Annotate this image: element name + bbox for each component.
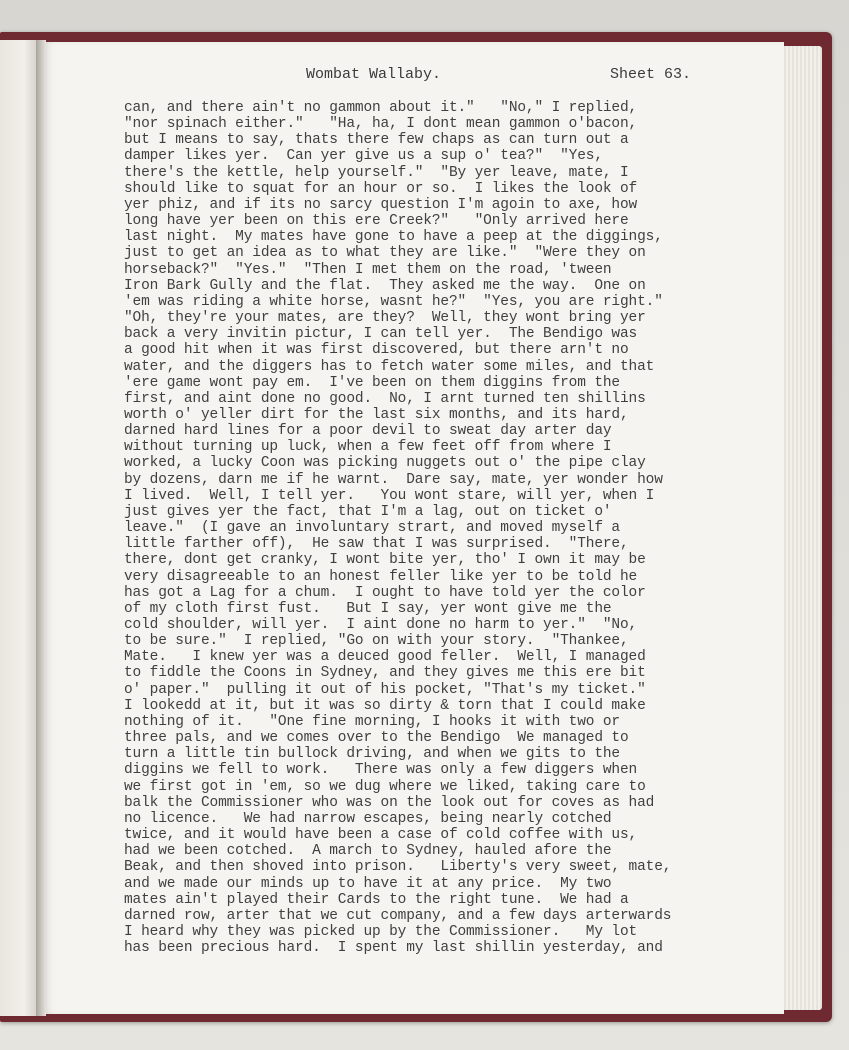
left-page-edge <box>0 40 40 1016</box>
text-line: no licence. We had narrow escapes, being nearly cotched <box>124 810 612 827</box>
header-title: Wombat Wallaby. <box>306 66 442 83</box>
text-line: I lived. Well, I tell yer. You wont stare, will yer, when I <box>124 487 655 504</box>
text-line: damper likes yer. Can yer give us a sup o' tea?" "Yes, <box>124 148 603 165</box>
page-header <box>44 66 784 86</box>
text-line: long have yer been on this ere Creek?" "Only arrived here <box>124 213 629 230</box>
text-line: should like to squat for an hour or so. I likes the look of <box>124 180 638 197</box>
text-line: Mate. I knew yer was a deuced good feller. Well, I managed <box>124 649 646 666</box>
text-line: can, and there ain't no gammon about it." "No," I replied, <box>124 100 638 116</box>
text-line: nothing of it. "One fine morning, I hooks it with two or <box>124 713 620 730</box>
text-line: "Oh, they're your mates, are they? Well, they wont bring yer <box>124 310 646 327</box>
text-line: o' paper." pulling it out of his pocket, "That's my ticket." <box>124 681 646 698</box>
text-line: last night. My mates have gone to have a peep at the diggings, <box>124 229 663 246</box>
text-line: diggins we fell to work. There was only a few diggers when <box>124 762 638 779</box>
text-line: cold shoulder, will yer. I aint done no harm to yer." "No, <box>124 617 638 633</box>
text-line: but I means to say, thats there few chaps as can turn out a <box>124 132 629 149</box>
text-line: very disagreeable to an honest feller like yer to be told he <box>124 568 638 585</box>
text-line: little farther off), He saw that I was surprised. "There, <box>124 536 629 553</box>
text-line: has got a Lag for a chum. I ought to have told yer the color <box>124 584 646 601</box>
text-line: by dozens, darn me if he warnt. Dare say, mate, yer wonder how <box>124 471 663 488</box>
text-line: and we made our minds up to have it at any price. My two <box>124 875 612 892</box>
text-line: darned hard lines for a poor devil to sweat day arter day <box>124 423 612 440</box>
text-line: a good hit when it was first discovered, but there arn't no <box>124 342 629 359</box>
text-line: I heard why they was picked up by the Commissioner. My lot <box>124 923 638 940</box>
text-line: there's the kettle, help yourself." "By yer leave, mate, I <box>124 164 629 181</box>
text-line: we first got in 'em, so we dug where we liked, taking care to <box>124 778 646 795</box>
text-line: Beak, and then shoved into prison. Liberty's very sweet, mate, <box>124 859 672 876</box>
text-line: three pals, and we comes over to the Bendigo We managed to <box>124 730 629 747</box>
text-line: back a very invitin pictur, I can tell yer. The Bendigo was <box>124 326 638 343</box>
text-line: of my cloth first fust. But I say, yer wont give me the <box>124 600 612 617</box>
text-line: to fiddle the Coons in Sydney, and they gives me this ere bit <box>124 665 646 682</box>
text-line: twice, and it would have been a case of cold coffee with us, <box>124 827 638 844</box>
text-line: worked, a lucky Coon was picking nuggets out o' the pipe clay <box>124 455 646 472</box>
text-line: to be sure." I replied, "Go on with your story. "Thankee, <box>124 633 629 650</box>
book-gutter <box>36 40 46 1016</box>
text-line: first, and aint done no good. No, I arnt turned ten shillins <box>124 390 646 407</box>
text-line: just to get an idea as to what they are like." "Were they on <box>124 245 646 262</box>
text-line: had we been cotched. A march to Sydney, hauled afore the <box>124 843 612 860</box>
text-line: has been precious hard. I spent my last shillin yesterday, and <box>124 940 663 957</box>
text-line: without turning up luck, when a few feet off from where I <box>124 439 612 456</box>
text-line: horseback?" "Yes." "Then I met them on the road, 'tween <box>124 261 612 278</box>
text-line: "nor spinach either." "Ha, ha, I dont mean gammon o'bacon, <box>124 116 638 133</box>
text-line: I lookedd at it, but it was so dirty & torn that I could make <box>124 697 646 714</box>
text-line: 'em was riding a white horse, wasnt he?" "Yes, you are right." <box>124 293 663 310</box>
text-line: turn a little tin bullock driving, and when we gits to the <box>124 746 620 763</box>
text-line: 'ere game wont pay em. I've been on them diggins from the <box>124 374 620 391</box>
text-line: yer phiz, and if its no sarcy question I'm agoin to axe, how <box>124 196 638 213</box>
text-line: worth o' yeller dirt for the last six months, and its hard, <box>124 406 629 423</box>
text-line: water, and the diggers has to fetch water some miles, and that <box>124 358 655 375</box>
text-line: darned row, arter that we cut company, and a few days arterwards <box>124 907 672 924</box>
text-line: leave." (I gave an involuntary strart, and moved myself a <box>124 520 620 537</box>
text-line: Iron Bark Gully and the flat. They asked me the way. One on <box>124 277 646 294</box>
text-line: balk the Commissioner who was on the look out for coves as had <box>124 794 655 811</box>
text-line: there, dont get cranky, I wont bite yer, tho' I own it may be <box>124 552 646 569</box>
document-page <box>44 42 784 1014</box>
page-stack-edges <box>778 46 822 1010</box>
text-line: just gives yer the fact, that I'm a lag, out on ticket o' <box>124 503 612 520</box>
sheet-number: Sheet 63. <box>610 66 692 83</box>
text-line: mates ain't played their Cards to the right tune. We had a <box>124 891 629 908</box>
typed-text-body <box>124 100 764 956</box>
